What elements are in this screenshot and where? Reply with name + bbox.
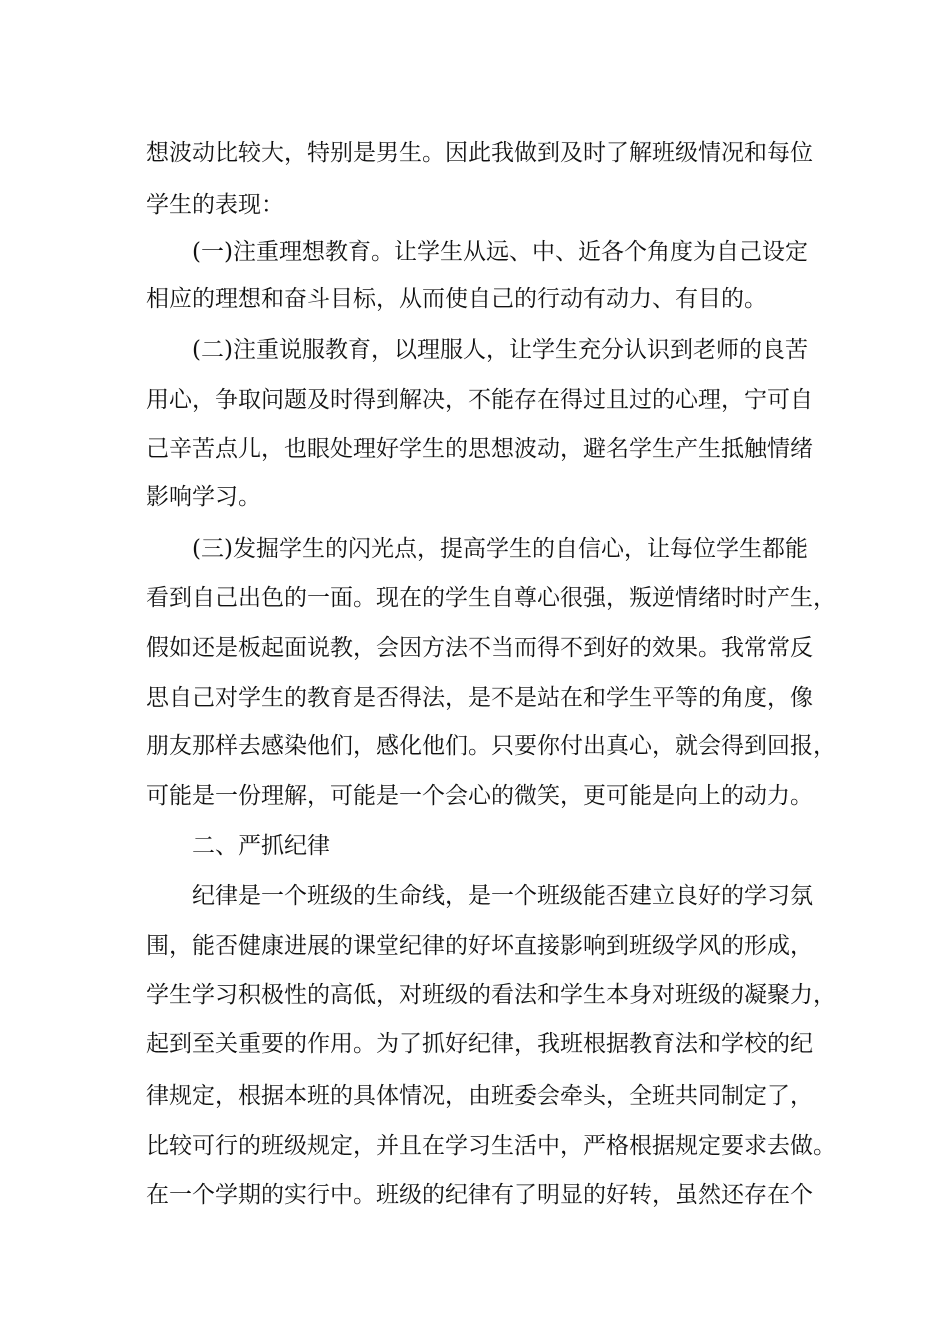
text-line: 围，能否健康进展的课堂纪律的好坏直接影响到班级学风的形成， — [146, 933, 813, 959]
text-line: 己辛苦点儿，也眼处理好学生的思想波动，避名学生产生抵触情绪 — [146, 436, 813, 462]
section-heading: 二、严抓纪律 — [192, 833, 330, 859]
text-line: 想波动比较大，特别是男生。因此我做到及时了解班级情况和每位 — [146, 140, 813, 166]
text-line: 看到自己出色的一面。现在的学生自尊心很强，叛逆情绪时时产生， — [146, 585, 836, 611]
text-line: 影响学习。 — [146, 484, 261, 510]
text-line: 用心，争取问题及时得到解决，不能存在得过且过的心理，宁可自 — [146, 387, 813, 413]
text-line: 朋友那样去感染他们，感化他们。只要你付出真心，就会得到回报， — [146, 733, 836, 759]
text-line: 可能是一份理解，可能是一个会心的微笑，更可能是向上的动力。 — [146, 783, 813, 809]
text-line: 起到至关重要的作用。为了抓好纪律，我班根据教育法和学校的纪 — [146, 1031, 813, 1057]
text-line: 思自己对学生的教育是否得法，是不是站在和学生平等的角度，像 — [146, 685, 813, 711]
text-line: 比较可行的班级规定，并且在学习生活中，严格根据规定要求去做。 — [146, 1133, 836, 1159]
text-line: 假如还是板起面说教，会因方法不当而得不到好的效果。我常常反 — [146, 635, 813, 661]
text-line: (二)注重说服教育，以理服人，让学生充分认识到老师的良苦 — [192, 337, 808, 363]
text-line: 律规定，根据本班的具体情况，由班委会牵头，全班共同制定了， — [146, 1083, 813, 1109]
text-line: 纪律是一个班级的生命线，是一个班级能否建立良好的学习氛 — [192, 883, 813, 909]
text-line: (一)注重理想教育。让学生从远、中、近各个角度为自己设定 — [192, 239, 808, 265]
text-line: (三)发掘学生的闪光点，提高学生的自信心，让每位学生都能 — [192, 536, 808, 562]
text-line: 在一个学期的实行中。班级的纪律有了明显的好转，虽然还存在个 — [146, 1182, 813, 1208]
text-line: 学生的表现： — [146, 192, 284, 218]
text-line: 学生学习积极性的高低，对班级的看法和学生本身对班级的凝聚力， — [146, 982, 836, 1008]
text-line: 相应的理想和奋斗目标，从而使自己的行动有动力、有目的。 — [146, 286, 767, 312]
